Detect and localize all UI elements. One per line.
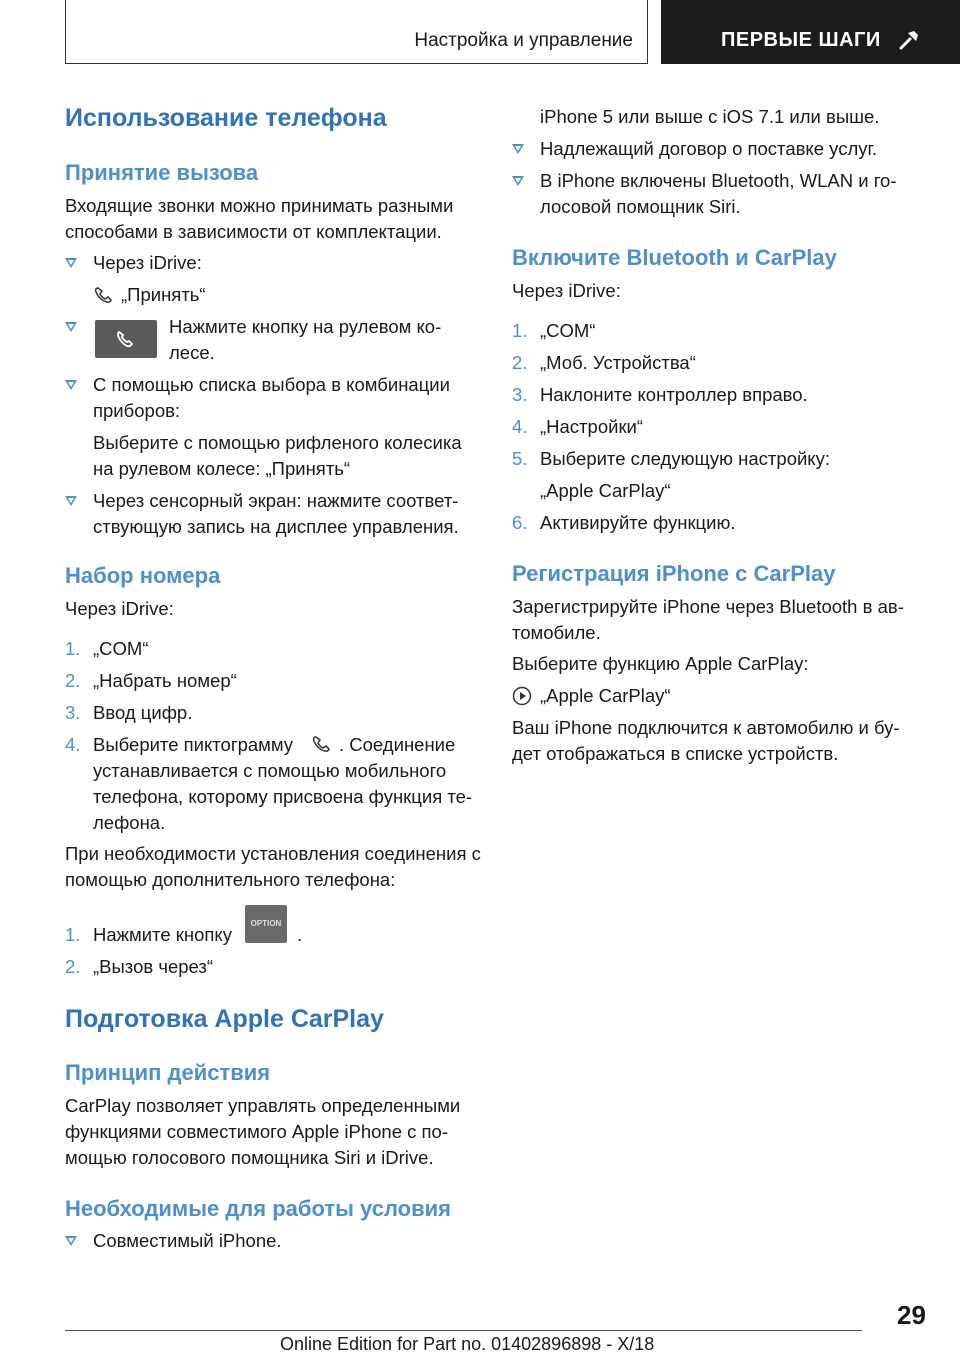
wrench-hammer-icon (897, 28, 921, 52)
steering-wheel-phone-button-image (95, 320, 157, 358)
header-chapter-title: ПЕРВЫЕ ШАГИ (721, 29, 881, 51)
heading-carplay-prep: Подготовка Apple CarPlay (65, 1005, 384, 1033)
phone-handset-icon (95, 320, 157, 358)
header-section-title: Настройка и управление (414, 30, 633, 51)
bullet-triangle-icon (65, 258, 77, 268)
bullet-triangle-icon (65, 1236, 77, 1246)
bullet-triangle-icon (512, 144, 524, 154)
heading-conditions: Необходимые для работы условия (65, 1196, 451, 1221)
register-select-text: Выберите функцию Apple CarPlay: (512, 653, 809, 674)
bullet-triangle-icon (65, 322, 77, 332)
heading-accept-call: Принятие вызова (65, 160, 259, 185)
footer-edition: Online Edition for Part no. 01402896898 - X/18 (280, 1334, 655, 1354)
list-item-sub: Выберите с помощью рифленого колесика на рулевом колесе: „Принять“ (93, 432, 462, 479)
dial-extra-text: При необходимости установления соединения с помощью дополнительного телефона: (65, 843, 481, 890)
list-item: 4. Выберите пиктограмму . Соединение устанавливается с помощью мобильного телефона, которому присвоена функция те-лефона. (65, 734, 473, 833)
carplay-play-icon (512, 686, 532, 706)
accept-intro-text: Входящие звонки можно принимать разными способами в зависимости от комплектации. (65, 195, 454, 242)
principle-text: CarPlay позволяет управлять определенными функциями совместимого Apple iPhone с по-мощью голосового помощника Siri и iDrive. (65, 1095, 461, 1168)
list-item: 1. Нажмите кнопку OPTION . (65, 920, 481, 960)
list-item-sub: „Apple CarPlay“ (540, 480, 671, 501)
list-item: Нажмите кнопку на рулевом ко-лесе. (65, 314, 481, 370)
bullet-triangle-icon (512, 176, 524, 186)
register-result-text: Ваш iPhone подключится к автомобилю и бу-дет отображаться в списке устройств. (512, 717, 900, 764)
register-text: Зарегистрируйте iPhone через Bluetooth в ав-томобиле. (512, 596, 904, 643)
list-item-continuation: iPhone 5 или выше с iOS 7.1 или выше. (540, 106, 880, 127)
option-button-image: OPTION (245, 905, 287, 943)
heading-phone-usage: Использование телефона (65, 104, 387, 132)
header-section-box (65, 0, 648, 64)
heading-register-iphone: Регистрация iPhone с CarPlay (512, 561, 836, 586)
bullet-triangle-icon (65, 496, 77, 506)
bullet-triangle-icon (65, 380, 77, 390)
phone-handset-icon (93, 286, 113, 304)
heading-enable-bluetooth: Включите Bluetooth и CarPlay (512, 245, 837, 270)
enable-intro-text: Через iDrive: (512, 280, 621, 301)
heading-dial-number: Набор номера (65, 563, 221, 588)
page-number: 29 (897, 1300, 926, 1330)
dial-intro-text: Через iDrive: (65, 598, 174, 619)
footer-divider (65, 1330, 862, 1331)
heading-principle: Принцип действия (65, 1060, 271, 1085)
header-chapter-tab (661, 0, 960, 64)
